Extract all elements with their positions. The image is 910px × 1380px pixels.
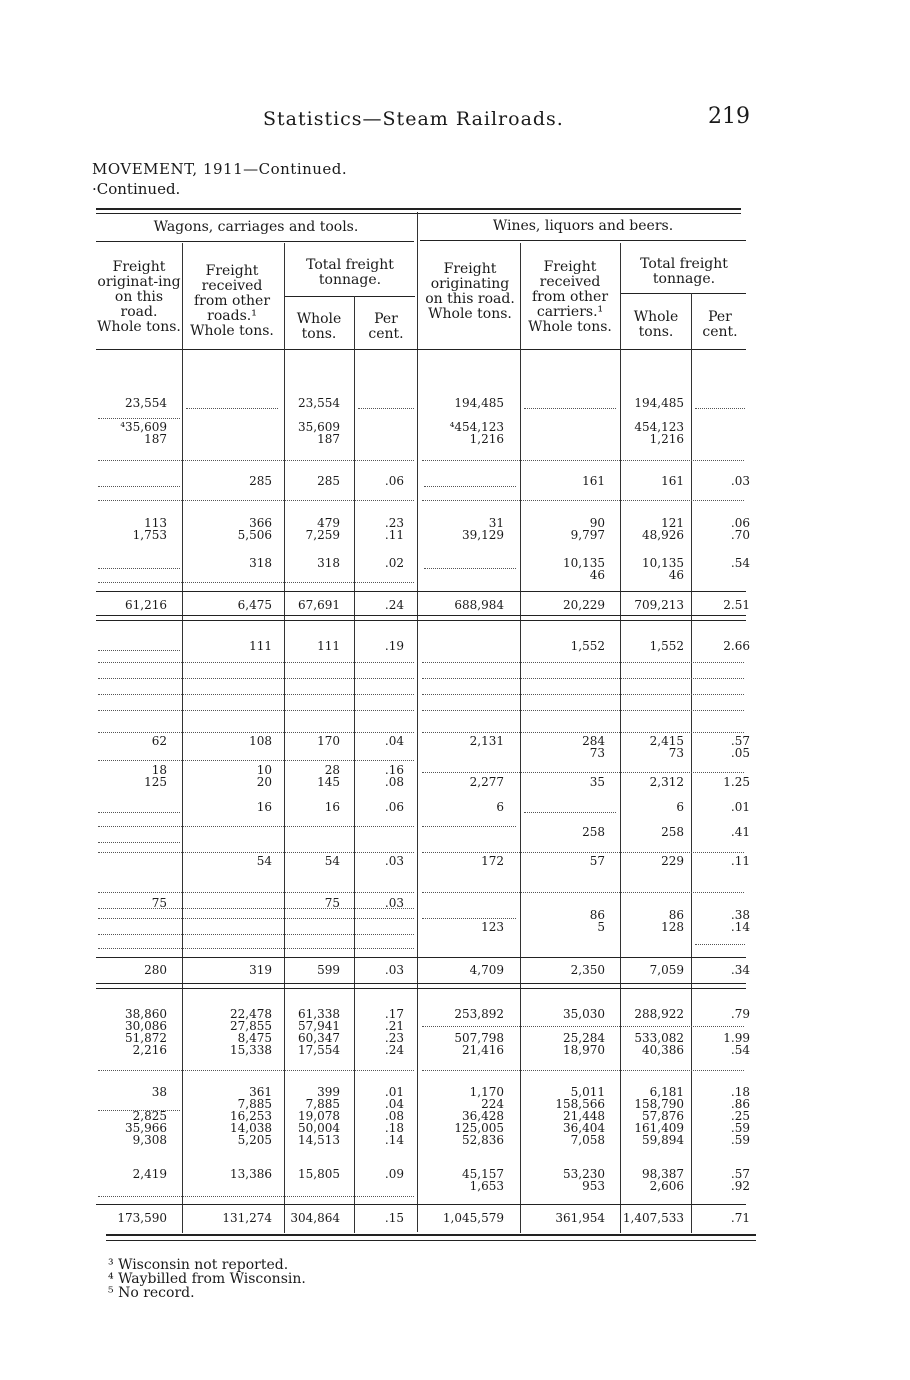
leader-dots	[98, 732, 414, 733]
table-cell: 507,798	[454, 1031, 504, 1045]
table-cell: 599	[317, 963, 340, 977]
table-cell: 8,475	[237, 1031, 272, 1045]
table-cell: 60,347	[298, 1031, 340, 1045]
table-cell: 2,415	[649, 734, 684, 748]
table-cell: 28	[324, 763, 340, 777]
table-cell: 123	[481, 920, 504, 934]
table-cell: 1,045,579	[442, 1211, 504, 1225]
table-cell: ⁴35,609	[120, 420, 167, 434]
table-cell: 1,170	[469, 1085, 504, 1099]
table-cell: .02	[384, 556, 404, 570]
table-cell: .09	[384, 1167, 404, 1181]
col-header-per-cent-wagons: Per cent.	[368, 311, 404, 342]
col-header-freight-received-wines: Freight received from other carriers.¹ Whole tons.	[528, 259, 612, 335]
col-header-per-cent-wines: Per cent.	[702, 309, 738, 340]
table-cell: .79	[730, 1007, 750, 1021]
table-cell: .34	[730, 963, 750, 977]
table-cell: 15,805	[298, 1167, 340, 1181]
table-cell: 5,506	[237, 528, 272, 542]
leader-dots	[98, 918, 414, 919]
table-cell: .15	[384, 1211, 404, 1225]
leader-dots	[422, 1026, 744, 1027]
footnote-3: ³ Wisconsin not reported.	[108, 1257, 289, 1273]
table-cell: 27,855	[230, 1019, 272, 1033]
table-cell: 13,386	[230, 1167, 272, 1181]
subtotal-rule-2c	[96, 988, 746, 989]
table-cell: 10,135	[563, 556, 605, 570]
leader-dots	[98, 418, 180, 419]
table-cell: 30,086	[125, 1019, 167, 1033]
table-cell: 46	[668, 568, 684, 582]
leader-dots	[422, 710, 744, 711]
running-title: Statistics—Steam Railroads.	[263, 108, 564, 130]
table-cell: 40,386	[642, 1043, 684, 1057]
table-cell: 16	[256, 800, 272, 814]
table-cell: 9,797	[570, 528, 605, 542]
table-cell: 454,123	[634, 420, 684, 434]
table-cell: .06	[730, 516, 750, 530]
table-cell: 57,876	[642, 1109, 684, 1123]
table-cell: .18	[384, 1121, 404, 1135]
table-cell: 158,566	[555, 1097, 605, 1111]
table-cell: 35,030	[563, 1007, 605, 1021]
subtotal-rule-1	[96, 591, 746, 592]
group-rule-right	[420, 240, 746, 241]
table-cell: .59	[730, 1133, 750, 1147]
leader-dots	[422, 1070, 744, 1071]
table-cell: 280	[144, 963, 167, 977]
table-cell: 1.25	[723, 775, 750, 789]
table-cell: 16,253	[230, 1109, 272, 1123]
leader-dots	[422, 892, 744, 893]
table-cell: 36,428	[462, 1109, 504, 1123]
table-cell: 90	[589, 516, 605, 530]
table-cell: 35,609	[298, 420, 340, 434]
table-cell: .14	[384, 1133, 404, 1147]
table-cell: 7,885	[305, 1097, 340, 1111]
header-bottom-rule	[96, 349, 746, 350]
table-cell: .38	[730, 908, 750, 922]
table-cell: 10	[256, 763, 272, 777]
table-cell: 2.66	[723, 639, 750, 653]
subtotal-rule-1c	[96, 620, 746, 621]
table-cell: 953	[582, 1179, 605, 1193]
table-cell: 125,005	[454, 1121, 504, 1135]
table-cell: 5,205	[237, 1133, 272, 1147]
table-cell: .71	[730, 1211, 750, 1225]
section-subtitle: MOVEMENT, 1911—Continued.	[92, 160, 348, 178]
table-cell: 131,274	[222, 1211, 272, 1225]
table-cell: 46	[589, 568, 605, 582]
col-header-whole-tons-wines: Whole tons.	[633, 309, 679, 340]
table-cell: 113	[144, 516, 167, 530]
leader-dots	[98, 460, 414, 461]
table-cell: 73	[589, 746, 605, 760]
table-cell: 75	[151, 896, 167, 910]
bottom-rule-2	[106, 1240, 756, 1241]
table-cell: 23,554	[125, 396, 167, 410]
table-cell: .41	[730, 825, 750, 839]
table-cell: .01	[730, 800, 750, 814]
table-cell: .05	[730, 746, 750, 760]
table-cell: .57	[730, 1167, 750, 1181]
subtotal-rule-2	[96, 957, 746, 958]
table-cell: .14	[730, 920, 750, 934]
table-cell: 35,966	[125, 1121, 167, 1135]
table-cell: 45,157	[462, 1167, 504, 1181]
table-cell: 25,284	[563, 1031, 605, 1045]
table-cell: 18,970	[563, 1043, 605, 1057]
table-cell: 31	[488, 516, 504, 530]
table-cell: 285	[317, 474, 340, 488]
table-cell: 366	[249, 516, 272, 530]
group-rule-left	[96, 241, 414, 242]
table-cell: .86	[730, 1097, 750, 1111]
table-cell: 53,230	[563, 1167, 605, 1181]
table-cell: 59,894	[642, 1133, 684, 1147]
table-cell: 318	[317, 556, 340, 570]
table-cell: 479	[317, 516, 340, 530]
table-cell: 52,836	[462, 1133, 504, 1147]
table-cell: 39,129	[462, 528, 504, 542]
leader-dots	[98, 760, 414, 761]
table-cell: 224	[481, 1097, 504, 1111]
table-cell: .19	[384, 639, 404, 653]
leader-dots	[98, 582, 414, 583]
table-cell: 54	[256, 854, 272, 868]
table-cell: 284	[582, 734, 605, 748]
table-cell: 258	[661, 825, 684, 839]
table-cell: 229	[661, 854, 684, 868]
table-cell: 361,954	[555, 1211, 605, 1225]
subgroup-rule-wagons	[285, 296, 415, 297]
leader-dots	[98, 1070, 414, 1071]
table-cell: 361	[249, 1085, 272, 1099]
leader-dots	[422, 918, 516, 919]
table-cell: 172	[481, 854, 504, 868]
table-cell: 20,229	[563, 598, 605, 612]
table-cell: .06	[384, 800, 404, 814]
table-cell: 14,038	[230, 1121, 272, 1135]
table-cell: 161,409	[634, 1121, 684, 1135]
table-cell: .54	[730, 556, 750, 570]
col-header-freight-originating-wines: Freight originating on this road. Whole tons.	[425, 261, 515, 322]
leader-dots	[424, 568, 516, 569]
table-cell: 20	[256, 775, 272, 789]
table-cell: 194,485	[454, 396, 504, 410]
leader-dots	[422, 678, 744, 679]
table-cell: 57	[589, 854, 605, 868]
leader-dots	[98, 710, 414, 711]
subtotal-rule-1b	[96, 615, 746, 616]
top-rule	[96, 208, 741, 210]
leader-dots	[98, 892, 414, 893]
table-cell: .08	[384, 1109, 404, 1123]
leader-dots	[422, 772, 744, 773]
table-cell: 6,181	[649, 1085, 684, 1099]
table-cell: 6	[496, 800, 504, 814]
leader-dots	[422, 662, 744, 663]
leader-dots	[422, 852, 744, 853]
table-cell: 73	[668, 746, 684, 760]
table-cell: 194,485	[634, 396, 684, 410]
leader-dots	[98, 568, 180, 569]
table-cell: 38	[151, 1085, 167, 1099]
table-cell: 15,338	[230, 1043, 272, 1057]
page-number: 219	[708, 104, 750, 129]
table-cell: 111	[317, 639, 340, 653]
leader-dots	[695, 408, 745, 409]
top-rule-2	[96, 213, 741, 214]
table-cell: 121	[661, 516, 684, 530]
table-cell: 62	[151, 734, 167, 748]
table-cell: .70	[730, 528, 750, 542]
col-header-freight-received-wagons: Freight received from other roads.¹ Whole tons.	[190, 263, 274, 339]
leader-dots	[98, 500, 414, 501]
table-cell: 1,552	[649, 639, 684, 653]
table-cell: 1,407,533	[622, 1211, 684, 1225]
section-subtitle-continued: ·Continued.	[92, 180, 181, 198]
table-cell: 21,416	[462, 1043, 504, 1057]
table-cell: 75	[324, 896, 340, 910]
leader-dots	[98, 826, 414, 827]
table-cell: 2,825	[132, 1109, 167, 1123]
table-cell: 258	[582, 825, 605, 839]
table-cell: .16	[384, 763, 404, 777]
table-cell: .25	[730, 1109, 750, 1123]
group-header-wagons: Wagons, carriages and tools.	[153, 219, 359, 235]
table-cell: 1.99	[723, 1031, 750, 1045]
leader-dots	[98, 486, 180, 487]
table-cell: 319	[249, 963, 272, 977]
table-cell: 173,590	[117, 1211, 167, 1225]
table-cell: 4,709	[469, 963, 504, 977]
table-cell: 7,259	[305, 528, 340, 542]
leader-dots	[422, 694, 744, 695]
table-cell: 2,216	[132, 1043, 167, 1057]
leader-dots	[422, 826, 516, 827]
table-cell: 304,864	[290, 1211, 340, 1225]
table-cell: 61,338	[298, 1007, 340, 1021]
table-cell: 161	[582, 474, 605, 488]
table-cell: .06	[384, 474, 404, 488]
table-cell: 7,885	[237, 1097, 272, 1111]
leader-dots	[98, 948, 414, 949]
col-header-freight-originating-wagons: Freight originat-ing on this road. Whole tons.	[97, 259, 181, 335]
table-cell: 14,513	[298, 1133, 340, 1147]
table-cell: .23	[384, 516, 404, 530]
table-cell: .03	[730, 474, 750, 488]
table-cell: .23	[384, 1031, 404, 1045]
table-cell: 2,419	[132, 1167, 167, 1181]
table-cell: 2,277	[469, 775, 504, 789]
table-cell: 86	[668, 908, 684, 922]
leader-dots	[98, 1196, 414, 1197]
table-cell: .54	[730, 1043, 750, 1057]
table-cell: 51,872	[125, 1031, 167, 1045]
table-cell: 111	[249, 639, 272, 653]
table-cell: 288,922	[634, 1007, 684, 1021]
table-cell: 23,554	[298, 396, 340, 410]
table-cell: 6	[676, 800, 684, 814]
table-cell: 533,082	[634, 1031, 684, 1045]
subtotal-rule-2b	[96, 983, 746, 984]
table-cell: .24	[384, 598, 404, 612]
group-divider	[417, 212, 418, 1232]
footnote-4: ⁴ Waybilled from Wisconsin.	[108, 1271, 306, 1287]
table-cell: 2.51	[723, 598, 750, 612]
table-cell: 35	[589, 775, 605, 789]
table-cell: 1,753	[132, 528, 167, 542]
table-cell: 2,131	[469, 734, 504, 748]
bottom-rule	[106, 1234, 756, 1236]
table-cell: .03	[384, 854, 404, 868]
table-cell: 9,308	[132, 1133, 167, 1147]
table-cell: 187	[317, 432, 340, 446]
leader-dots	[98, 662, 414, 663]
table-cell: 22,478	[230, 1007, 272, 1021]
leader-dots	[98, 812, 180, 813]
table-cell: 128	[661, 920, 684, 934]
table-cell: 54	[324, 854, 340, 868]
table-cell: .03	[384, 896, 404, 910]
table-cell: 688,984	[454, 598, 504, 612]
table-cell: 161	[661, 474, 684, 488]
table-cell: 125	[144, 775, 167, 789]
table-cell: 18	[151, 763, 167, 777]
table-cell: 318	[249, 556, 272, 570]
leader-dots	[98, 852, 414, 853]
table-cell: 158,790	[634, 1097, 684, 1111]
table-cell: 2,350	[570, 963, 605, 977]
table-cell: 7,059	[649, 963, 684, 977]
leader-dots	[98, 678, 414, 679]
leader-dots	[422, 500, 744, 501]
table-cell: 86	[589, 908, 605, 922]
table-cell: 709,213	[634, 598, 684, 612]
leader-dots	[98, 650, 180, 651]
table-cell: 1,216	[649, 432, 684, 446]
table-cell: 21,448	[563, 1109, 605, 1123]
table-cell: 57,941	[298, 1019, 340, 1033]
table-cell: 285	[249, 474, 272, 488]
table-cell: 38,860	[125, 1007, 167, 1021]
leader-dots	[98, 694, 414, 695]
table-cell: .04	[384, 1097, 404, 1111]
table-cell: 17,554	[298, 1043, 340, 1057]
table-cell: 10,135	[642, 556, 684, 570]
leader-dots	[424, 486, 516, 487]
table-cell: 1,653	[469, 1179, 504, 1193]
table-cell: 7,058	[570, 1133, 605, 1147]
subgroup-rule-wines	[621, 293, 746, 294]
table-cell: 108	[249, 734, 272, 748]
table-cell: 5	[597, 920, 605, 934]
table-cell: 16	[324, 800, 340, 814]
table-cell: .17	[384, 1007, 404, 1021]
table-cell: 36,404	[563, 1121, 605, 1135]
leader-dots	[422, 460, 744, 461]
table-cell: 187	[144, 432, 167, 446]
table-cell: 61,216	[125, 598, 167, 612]
table-cell: 6,475	[237, 598, 272, 612]
table-cell: .01	[384, 1085, 404, 1099]
table-cell: .03	[384, 963, 404, 977]
total-rule	[96, 1204, 746, 1205]
col-header-whole-tons-wagons: Whole tons.	[296, 311, 342, 342]
table-cell: .11	[730, 854, 750, 868]
table-cell: .59	[730, 1121, 750, 1135]
table-cell: 5,011	[570, 1085, 605, 1099]
table-cell: 98,387	[642, 1167, 684, 1181]
table-cell: 1,552	[570, 639, 605, 653]
leader-dots	[98, 934, 414, 935]
leader-dots	[422, 732, 744, 733]
table-cell: ⁴454,123	[449, 420, 504, 434]
leader-dots	[98, 842, 180, 843]
group-header-wines: Wines, liquors and beers.	[492, 218, 674, 234]
table-cell: .18	[730, 1085, 750, 1099]
col-header-total-tonnage-wagons: Total freight tonnage.	[306, 257, 394, 288]
table-cell: .04	[384, 734, 404, 748]
table-cell: 2,606	[649, 1179, 684, 1193]
table-cell: 19,078	[298, 1109, 340, 1123]
table-cell: 50,004	[298, 1121, 340, 1135]
table-cell: .24	[384, 1043, 404, 1057]
table-cell: .21	[384, 1019, 404, 1033]
table-cell: 48,926	[642, 528, 684, 542]
table-cell: 145	[317, 775, 340, 789]
table-cell: 67,691	[298, 598, 340, 612]
footnote-5: ⁵ No record.	[108, 1285, 195, 1301]
table-cell: 253,892	[454, 1007, 504, 1021]
table-cell: .08	[384, 775, 404, 789]
table-cell: 2,312	[649, 775, 684, 789]
table-cell: .11	[384, 528, 404, 542]
table-cell: 170	[317, 734, 340, 748]
table-cell: 399	[317, 1085, 340, 1099]
table-cell: .92	[730, 1179, 750, 1193]
leader-dots	[695, 944, 745, 945]
table-cell: .57	[730, 734, 750, 748]
col-header-total-tonnage-wines: Total freight tonnage.	[640, 256, 728, 287]
table-cell: 1,216	[469, 432, 504, 446]
